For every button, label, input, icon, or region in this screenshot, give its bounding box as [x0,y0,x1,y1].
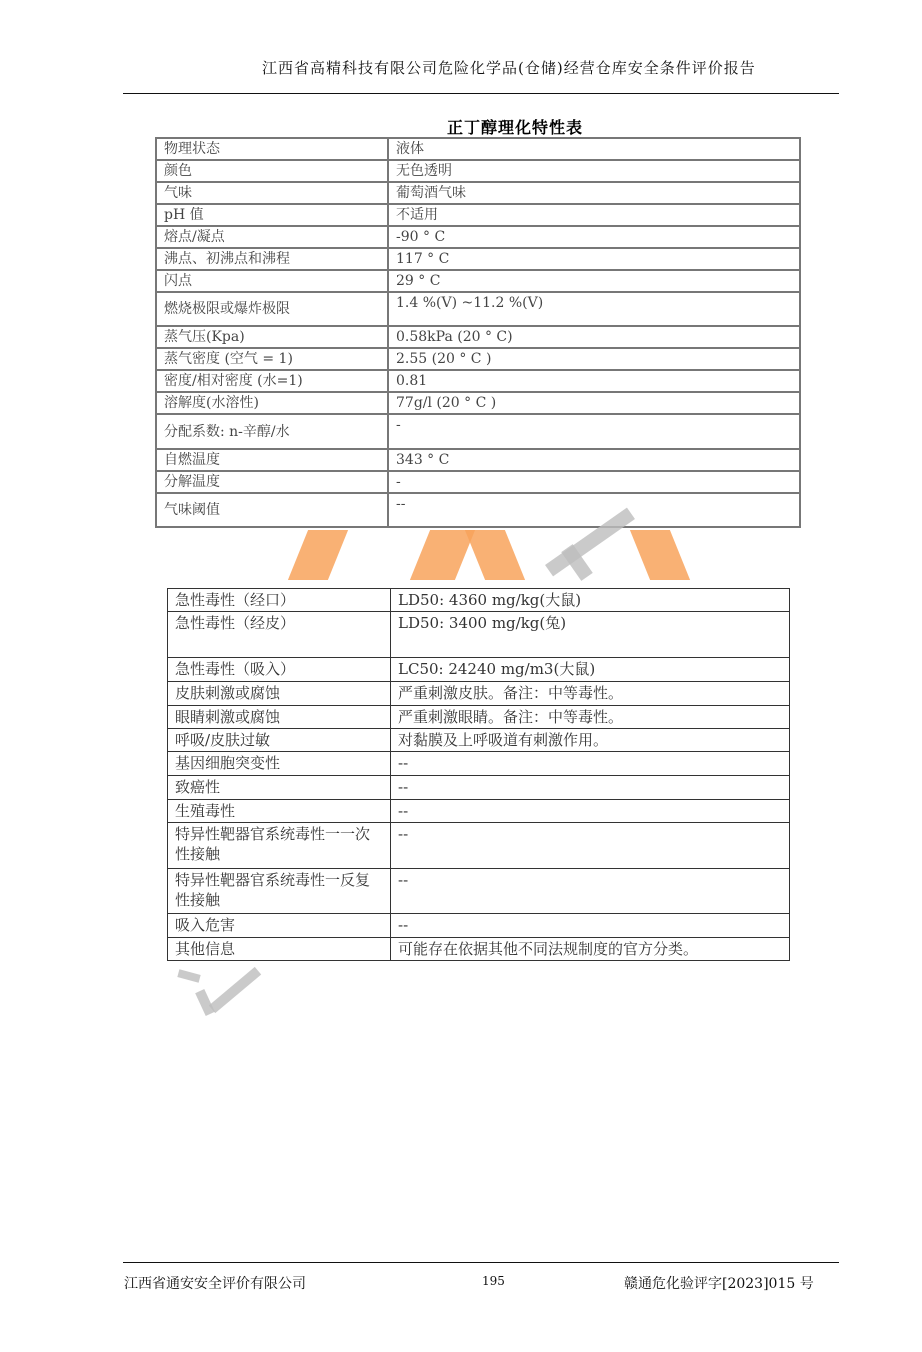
footer-company: 江西省通安安全评价有限公司 [124,1276,306,1292]
table-row [156,348,800,370]
row-label: 自燃温度 [156,449,388,471]
row-label: 颜色 [156,160,388,182]
row-label: 分解温度 [156,471,388,493]
row-label: 皮肤刺激或腐蚀 [168,682,391,706]
table-row [156,226,800,248]
row-label: 熔点/凝点 [156,226,388,248]
row-label: 蒸气压(Kpa) [156,326,388,348]
row-label: 急性毒性（经口） [168,589,391,612]
row-label: 蒸气密度 (空气 = 1) [156,348,388,370]
row-value: -- [391,914,790,938]
row-value: 0.81 [388,370,800,392]
table-row [168,612,790,658]
table-row [156,160,800,182]
row-label: 吸入危害 [168,914,391,938]
row-label: 沸点、初沸点和沸程 [156,248,388,270]
row-value: LD50: 3400 mg/kg(兔) [391,612,790,658]
row-value: 117 ° C [388,248,800,270]
row-value: 无色透明 [388,160,800,182]
page-header-title: 江西省高精科技有限公司危险化学品(仓储)经营仓库安全条件评价报告 [262,59,756,77]
row-label: 分配系数: n-辛醇/水 [156,414,388,449]
table-row [156,292,800,326]
row-value: 可能存在依据其他不同法规制度的官方分类。 [391,938,790,961]
row-value: 严重刺激皮肤。备注：中等毒性。 [391,682,790,706]
row-label: 呼吸/皮肤过敏 [168,729,391,752]
table-row [168,752,790,776]
footer-divider [123,1262,839,1263]
row-value: 不适用 [388,204,800,226]
row-label: 特异性靶器官系统毒性一一次性接触 [168,823,391,869]
table-row [156,493,800,527]
table-row [168,706,790,729]
row-value: 343 ° C [388,449,800,471]
table-row [156,414,800,449]
table-row [168,589,790,612]
row-label: 密度/相对密度 (水=1) [156,370,388,392]
row-value: -- [391,752,790,776]
row-value: -- [388,493,800,527]
table-row [156,370,800,392]
header-divider [123,93,839,94]
table-row [168,823,790,869]
footer-doc-number: 赣通危化验评字[2023]015 号 [624,1276,814,1292]
table-row [156,204,800,226]
row-label: 特异性靶器官系统毒性一反复性接触 [168,869,391,914]
row-value: -90 ° C [388,226,800,248]
row-value: -- [391,800,790,823]
row-value: 0.58kPa (20 ° C) [388,326,800,348]
row-label: 溶解度(水溶性) [156,392,388,414]
row-label: 闪点 [156,270,388,292]
row-value: - [388,414,800,449]
table-row [168,729,790,752]
row-value: -- [391,869,790,914]
row-value: -- [391,823,790,869]
table-row [168,658,790,682]
row-label: 生殖毒性 [168,800,391,823]
row-label: 物理状态 [156,138,388,160]
table-row [156,248,800,270]
row-label: 急性毒性（经皮） [168,612,391,658]
table-row [168,938,790,961]
table-row [168,914,790,938]
row-label: 基因细胞突变性 [168,752,391,776]
row-value: - [388,471,800,493]
toxicology-table [167,588,790,961]
table-row [156,326,800,348]
page-number: 195 [482,1274,505,1288]
table1-title: 正丁醇理化特性表 [447,118,584,137]
row-label: pH 值 [156,204,388,226]
table-row [156,138,800,160]
row-label: 燃烧极限或爆炸极限 [156,292,388,326]
row-value: 1.4 %(V) ~11.2 %(V) [388,292,800,326]
row-label: 气味 [156,182,388,204]
row-value: 29 ° C [388,270,800,292]
row-label: 气味阈值 [156,493,388,527]
table-row [156,449,800,471]
table-row [168,869,790,914]
row-label: 致癌性 [168,776,391,800]
row-value: 严重刺激眼睛。备注：中等毒性。 [391,706,790,729]
table-row [168,776,790,800]
row-value: LC50: 24240 mg/m3(大鼠) [391,658,790,682]
row-value: 对黏膜及上呼吸道有刺激作用。 [391,729,790,752]
row-label: 其他信息 [168,938,391,961]
table-row [156,182,800,204]
table-row [168,682,790,706]
physchem-properties-table [155,137,801,528]
table-row [156,471,800,493]
table-row [156,270,800,292]
row-value: -- [391,776,790,800]
row-value: LD50: 4360 mg/kg(大鼠) [391,589,790,612]
row-label: 眼睛刺激或腐蚀 [168,706,391,729]
table-row [168,800,790,823]
row-label: 急性毒性（吸入） [168,658,391,682]
table-row [156,392,800,414]
row-value: 2.55 (20 ° C ) [388,348,800,370]
row-value: 77g/l (20 ° C ) [388,392,800,414]
row-value: 液体 [388,138,800,160]
row-value: 葡萄酒气味 [388,182,800,204]
